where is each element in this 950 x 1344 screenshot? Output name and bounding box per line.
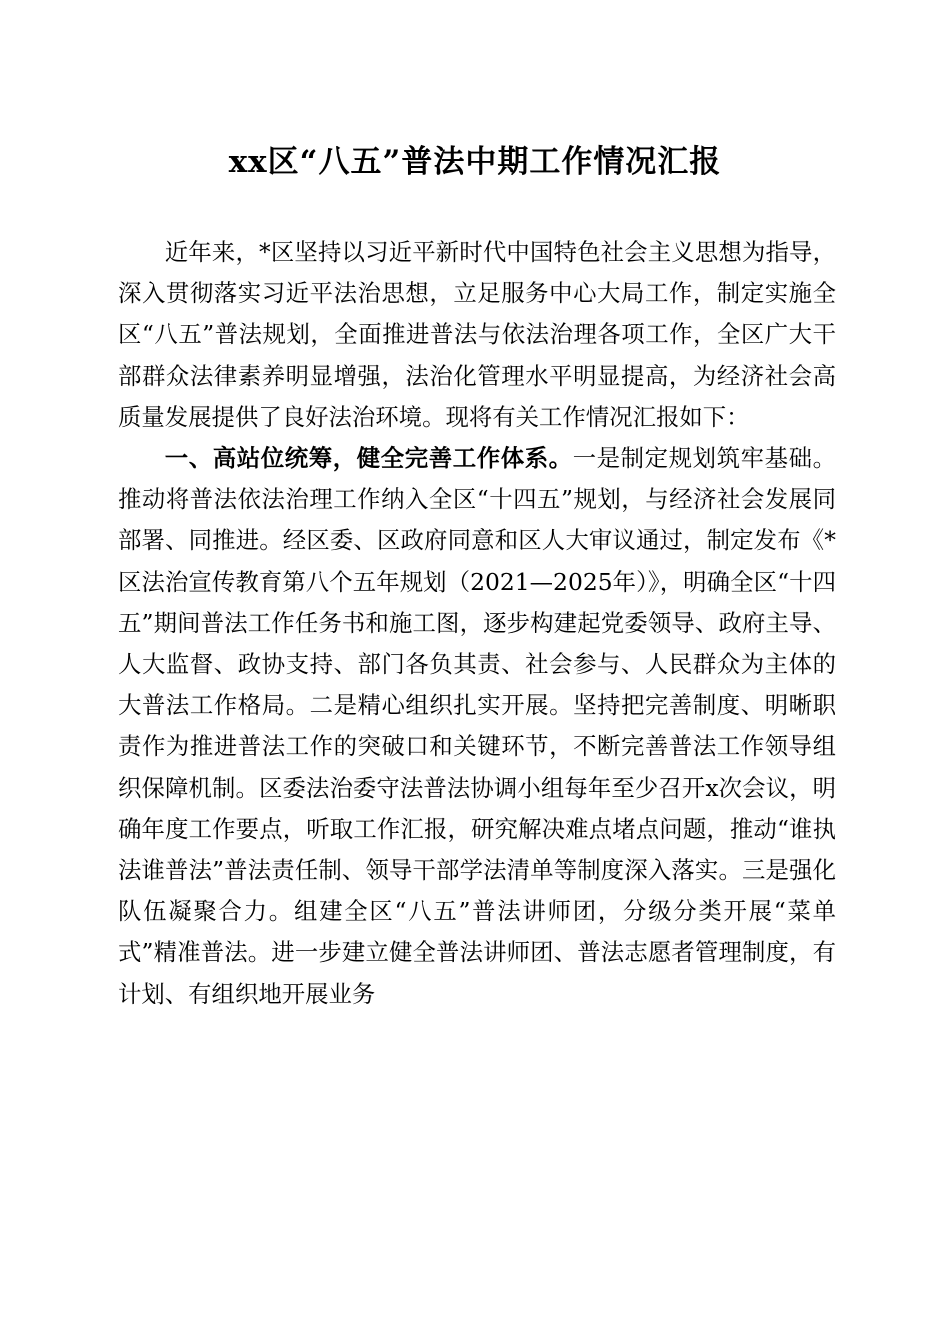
intro-paragraph — [118, 232, 836, 438]
intro-text: 近年来，*区坚持以习近平新时代中国特色社会主义思想为指导，深入贯彻落实习近平法治思想，立足服务中心大局工作，制定实施全区“八五”普法规划，全面推进普法与依法治理各项工作，全区广大干部群众法律素养明显增强，法治化管理水平明显提高，为经济社会高质量发展提供了良好法治环境。现将有关工作情况汇报如下： — [118, 238, 836, 431]
document-body — [118, 232, 836, 1015]
section-one-text: 一是制定规划筑牢基础。推动将普法依法治理工作纳入全区“十四五”规划，与经济社会发展同部署、同推进。经区委、区政府同意和区人大审议通过，制定发布《*区法治宣传教育第八个五年规划（2021—2025年）》，明确全区“十四五”期间普法工作任务书和施工图，逐步构建起党委领导、政府主导、人大监督、政协支持、部门各负其责、社会参与、人民群众为主体的大普法工作格局。二是精心组织扎实开展。坚持把完善制度、明晰职责作为推进普法工作的突破口和关键环节，不断完善普法工作领导组织保障机制。区委法治委守法普法协调小组每年至少召开x次会议，明确年度工作要点，听取工作汇报，研究解决难点堵点问题，推动“谁执法谁普法”普法责任制、领导干部学法清单等制度深入落实。三是强化队伍凝聚合力。组建全区“八五”普法讲师团，分级分类开展“菜单式”精准普法。进一步建立健全普法讲师团、普法志愿者管理制度，有计划、有组织地开展业务 — [118, 444, 837, 1008]
document-title: xx区“八五”普法中期工作情况汇报 — [228, 144, 722, 180]
section-one-paragraph — [118, 438, 836, 1015]
section-one-heading: 一、高站位统筹，健全完善工作体系。 — [164, 444, 573, 473]
